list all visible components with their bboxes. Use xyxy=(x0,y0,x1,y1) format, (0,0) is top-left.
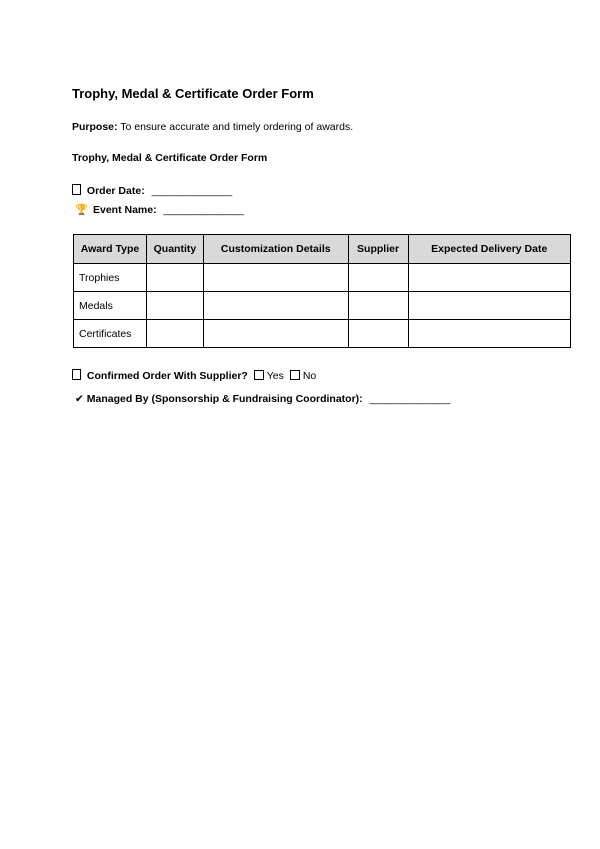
table-row xyxy=(74,292,571,320)
header-customization-details: Customization Details xyxy=(203,235,348,264)
section-title: Trophy, Medal & Certificate Order Form xyxy=(72,152,268,164)
order-date-field xyxy=(72,184,232,197)
purpose-label: Purpose: xyxy=(72,121,118,133)
checkmark-icon: ✔ xyxy=(75,393,84,405)
event-name-blank[interactable]: _______________ xyxy=(163,204,244,216)
purpose-text: To ensure accurate and timely ordering of awards. xyxy=(117,121,354,133)
cell-supplier[interactable] xyxy=(348,292,408,320)
yes-label: Yes xyxy=(266,370,284,382)
cell-award-type: Certificates xyxy=(74,320,147,348)
header-quantity: Quantity xyxy=(146,235,203,264)
event-name-field xyxy=(75,203,244,216)
cell-supplier[interactable] xyxy=(348,264,408,292)
missing-glyph-icon xyxy=(72,184,81,195)
table-row xyxy=(74,264,571,292)
header-supplier: Supplier xyxy=(348,235,408,264)
cell-customization-details[interactable] xyxy=(203,292,348,320)
trophy-icon: 🏆 xyxy=(75,204,89,216)
cell-customization-details[interactable] xyxy=(203,320,348,348)
purpose-line xyxy=(72,121,353,133)
confirm-order-label: Confirmed Order With Supplier? xyxy=(86,370,248,382)
yes-checkbox[interactable] xyxy=(254,370,264,380)
no-checkbox[interactable] xyxy=(290,370,300,380)
cell-quantity[interactable] xyxy=(146,264,203,292)
missing-glyph-icon xyxy=(72,369,81,380)
cell-award-type: Medals xyxy=(74,292,147,320)
table-row xyxy=(74,320,571,348)
cell-quantity[interactable] xyxy=(146,320,203,348)
managed-by-blank[interactable]: _______________ xyxy=(369,393,450,405)
managed-by-label: Managed By (Sponsorship & Fundraising Coordinator): xyxy=(86,393,363,405)
cell-quantity[interactable] xyxy=(146,292,203,320)
order-date-blank[interactable]: _______________ xyxy=(151,185,232,197)
cell-supplier[interactable] xyxy=(348,320,408,348)
award-order-table xyxy=(73,234,571,348)
page-title: Trophy, Medal & Certificate Order Form xyxy=(72,86,314,101)
managed-by-line xyxy=(75,393,450,405)
header-award-type: Award Type xyxy=(74,235,147,264)
cell-expected-delivery-date[interactable] xyxy=(408,292,570,320)
cell-customization-details[interactable] xyxy=(203,264,348,292)
no-label: No xyxy=(302,370,317,382)
cell-award-type: Trophies xyxy=(74,264,147,292)
confirm-order-line xyxy=(72,369,316,382)
order-date-label: Order Date: xyxy=(86,185,145,197)
cell-expected-delivery-date[interactable] xyxy=(408,320,570,348)
header-expected-delivery-date: Expected Delivery Date xyxy=(408,235,570,264)
cell-expected-delivery-date[interactable] xyxy=(408,264,570,292)
table-header-row xyxy=(74,235,571,264)
event-name-label: Event Name: xyxy=(93,204,157,216)
